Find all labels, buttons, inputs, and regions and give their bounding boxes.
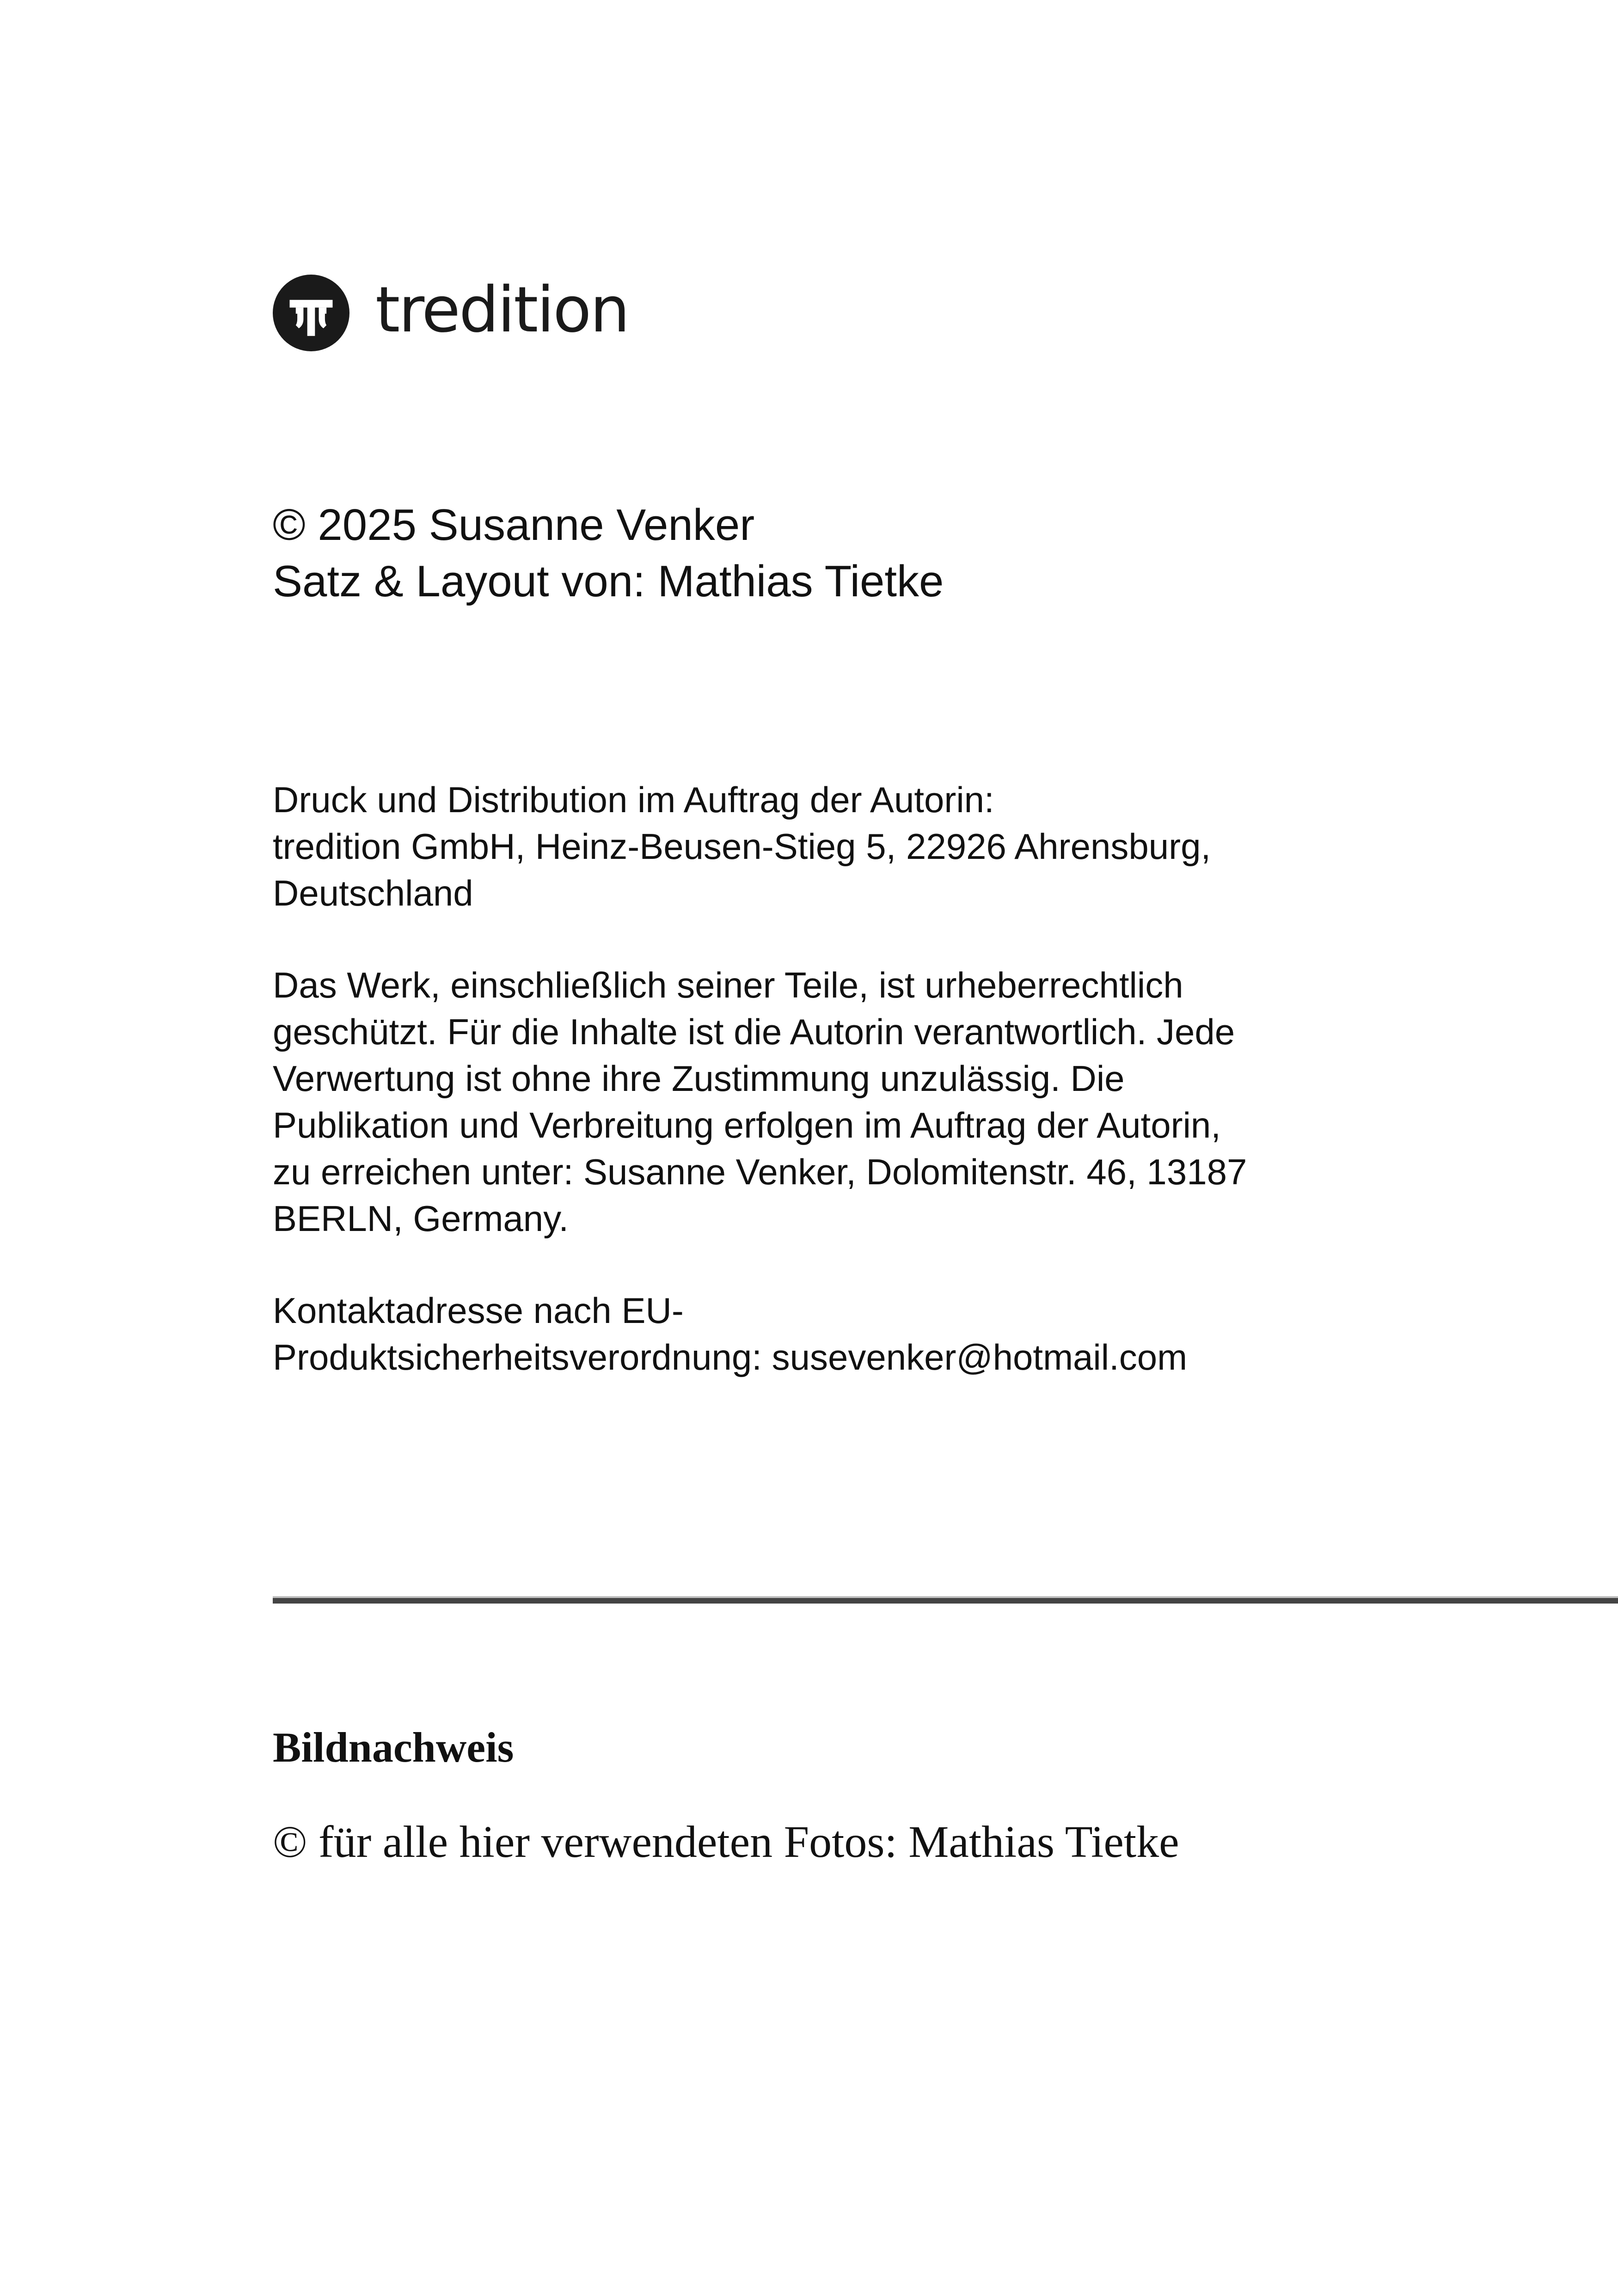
- copyright-block: [273, 497, 944, 610]
- distribution-paragraph: Druck und Distribution im Auftrag der Autorin: tredition GmbH, Heinz-Beusen-Stieg 5, 22926 Ahrensburg, Deutschland: [273, 779, 1211, 913]
- publisher-logo-text: tredition: [375, 274, 629, 347]
- image-credit-heading: Bildnachweis: [273, 1724, 514, 1771]
- copyright-line: © 2025 Susanne Venker: [273, 500, 755, 550]
- tredition-logo-mark-icon: [273, 275, 349, 351]
- publisher-logo: [273, 274, 629, 352]
- image-credit-text: © für alle hier verwendeten Fotos: Mathias Tietke: [273, 1817, 1179, 1867]
- rights-paragraph: Das Werk, einschließlich seiner Teile, ist urheberrechtlich geschützt. Für die Inhalte ist die Autorin verantwortlich. Jede Verwertung ist ohne ihre Zustimmung unzulässig. Die Publikation und Verbreitung erfolgen im Auftrag der Autorin, zu erreichen unter: Susanne Venker, Dolomitenstr. 46, 13187 BERLN, Germany.: [273, 965, 1247, 1239]
- legal-notice: [273, 777, 1336, 1426]
- section-divider: [273, 1598, 1618, 1604]
- contact-paragraph: Kontaktadresse nach EU- Produktsicherheitsverordnung: susevenker@hotmail.com: [273, 1290, 1188, 1378]
- layout-credit-line: Satz & Layout von: Mathias Tietke: [273, 557, 944, 606]
